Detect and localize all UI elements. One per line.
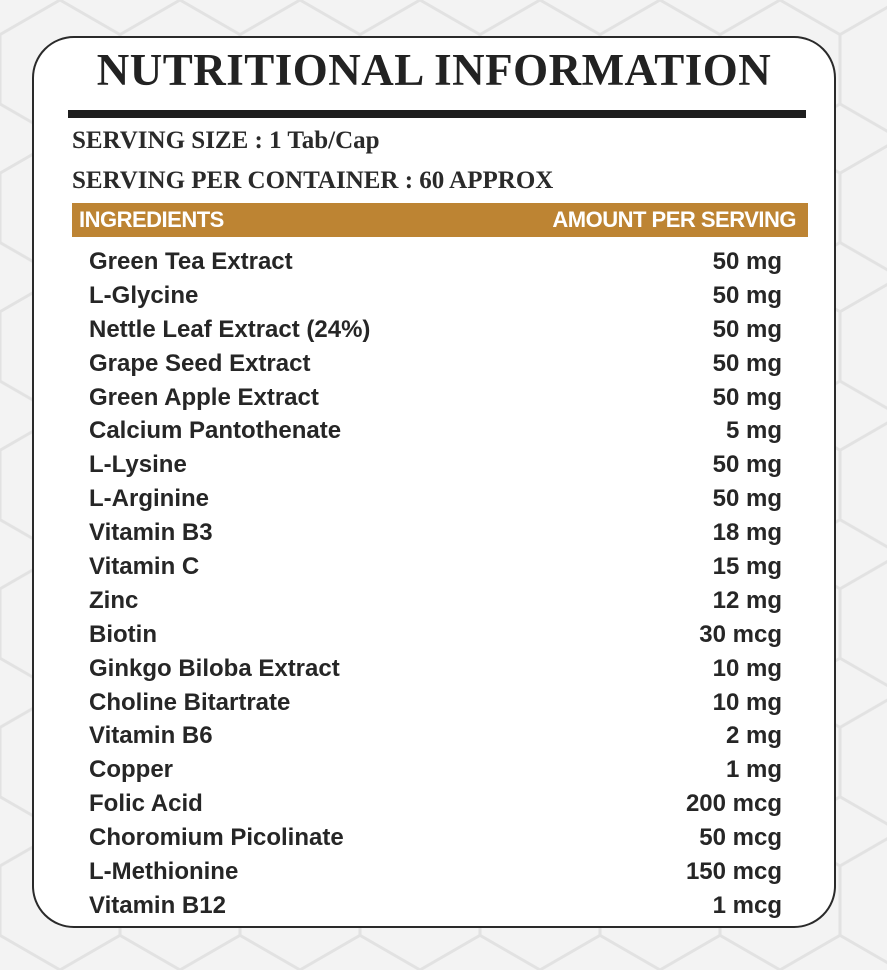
ingredient-amount: 10 mg (712, 688, 782, 716)
table-row (89, 482, 782, 516)
ingredient-amount: 5 mg (725, 417, 782, 445)
table-row (89, 347, 782, 381)
table-row (89, 753, 782, 787)
ingredient-amount: 150 mcg (685, 857, 782, 885)
ingredient-name: L-Methionine (89, 857, 239, 885)
ingredient-amount: 50 mg (712, 247, 782, 275)
ingredient-name: Nettle Leaf Extract (24%) (89, 315, 371, 343)
ingredient-name: Choline Bitartrate (89, 688, 291, 716)
table-row (89, 787, 782, 821)
ingredient-amount: 1 mcg (712, 891, 782, 919)
ingredient-amount: 50 mg (712, 349, 782, 377)
table-row (89, 550, 782, 584)
table-header (72, 203, 808, 237)
ingredient-name: Calcium Pantothenate (89, 417, 342, 445)
ingredient-amount: 15 mg (712, 552, 782, 580)
table-row (89, 414, 782, 448)
ingredient-name: Grape Seed Extract (89, 349, 311, 377)
ingredient-amount: 50 mg (712, 383, 782, 411)
table-row (89, 889, 782, 923)
table-row (89, 652, 782, 686)
ingredient-name: Folic Acid (89, 790, 203, 818)
table-row (89, 686, 782, 720)
ingredient-amount: 50 mg (712, 485, 782, 513)
ingredient-amount: 10 mg (712, 654, 782, 682)
ingredient-amount: 30 mcg (699, 620, 782, 648)
ingredient-name: Vitamin C (89, 552, 200, 580)
ingredient-name: Choromium Picolinate (89, 824, 344, 852)
header-ingredients: INGREDIENTS (79, 207, 224, 232)
ingredient-name: Green Apple Extract (89, 383, 319, 411)
ingredient-name: Vitamin B3 (89, 519, 213, 547)
table-row (89, 245, 782, 279)
ingredient-name: Ginkgo Biloba Extract (89, 654, 340, 682)
table-row (89, 313, 782, 347)
ingredient-amount: 50 mg (712, 451, 782, 479)
header-amount: AMOUNT PER SERVING (552, 207, 796, 232)
serving-per-container: SERVING PER CONTAINER : 60 APPROX (72, 167, 554, 194)
ingredient-amount: 50 mg (712, 281, 782, 309)
ingredient-amount: 200 mcg (685, 790, 782, 818)
ingredient-amount: 50 mg (712, 315, 782, 343)
table-row (89, 821, 782, 855)
ingredient-amount: 50 mcg (699, 824, 782, 852)
ingredient-name: Vitamin B6 (89, 722, 213, 750)
serving-size: SERVING SIZE : 1 Tab/Cap (72, 127, 380, 154)
ingredient-name: Vitamin B12 (89, 891, 226, 919)
table-row (89, 381, 782, 415)
ingredient-name: L-Arginine (89, 485, 209, 513)
ingredient-name: L-Lysine (89, 451, 187, 479)
ingredient-name: L-Glycine (89, 281, 199, 309)
ingredient-amount: 18 mg (712, 519, 782, 547)
ingredient-name: Green Tea Extract (89, 247, 293, 275)
ingredient-name: Copper (89, 756, 173, 784)
table-row (89, 719, 782, 753)
ingredient-amount: 1 mg (725, 756, 782, 784)
ingredient-name: Zinc (89, 586, 139, 614)
table-row (89, 516, 782, 550)
title-divider (68, 110, 806, 118)
table-row (89, 584, 782, 618)
ingredient-amount: 2 mg (725, 722, 782, 750)
table-row (89, 279, 782, 313)
ingredient-amount: 12 mg (712, 586, 782, 614)
table-row (89, 618, 782, 652)
ingredient-table-body (89, 245, 782, 923)
page-title: NUTRITIONAL INFORMATION (96, 45, 772, 95)
table-row (89, 855, 782, 889)
ingredient-name: Biotin (89, 620, 157, 648)
table-row (89, 448, 782, 482)
